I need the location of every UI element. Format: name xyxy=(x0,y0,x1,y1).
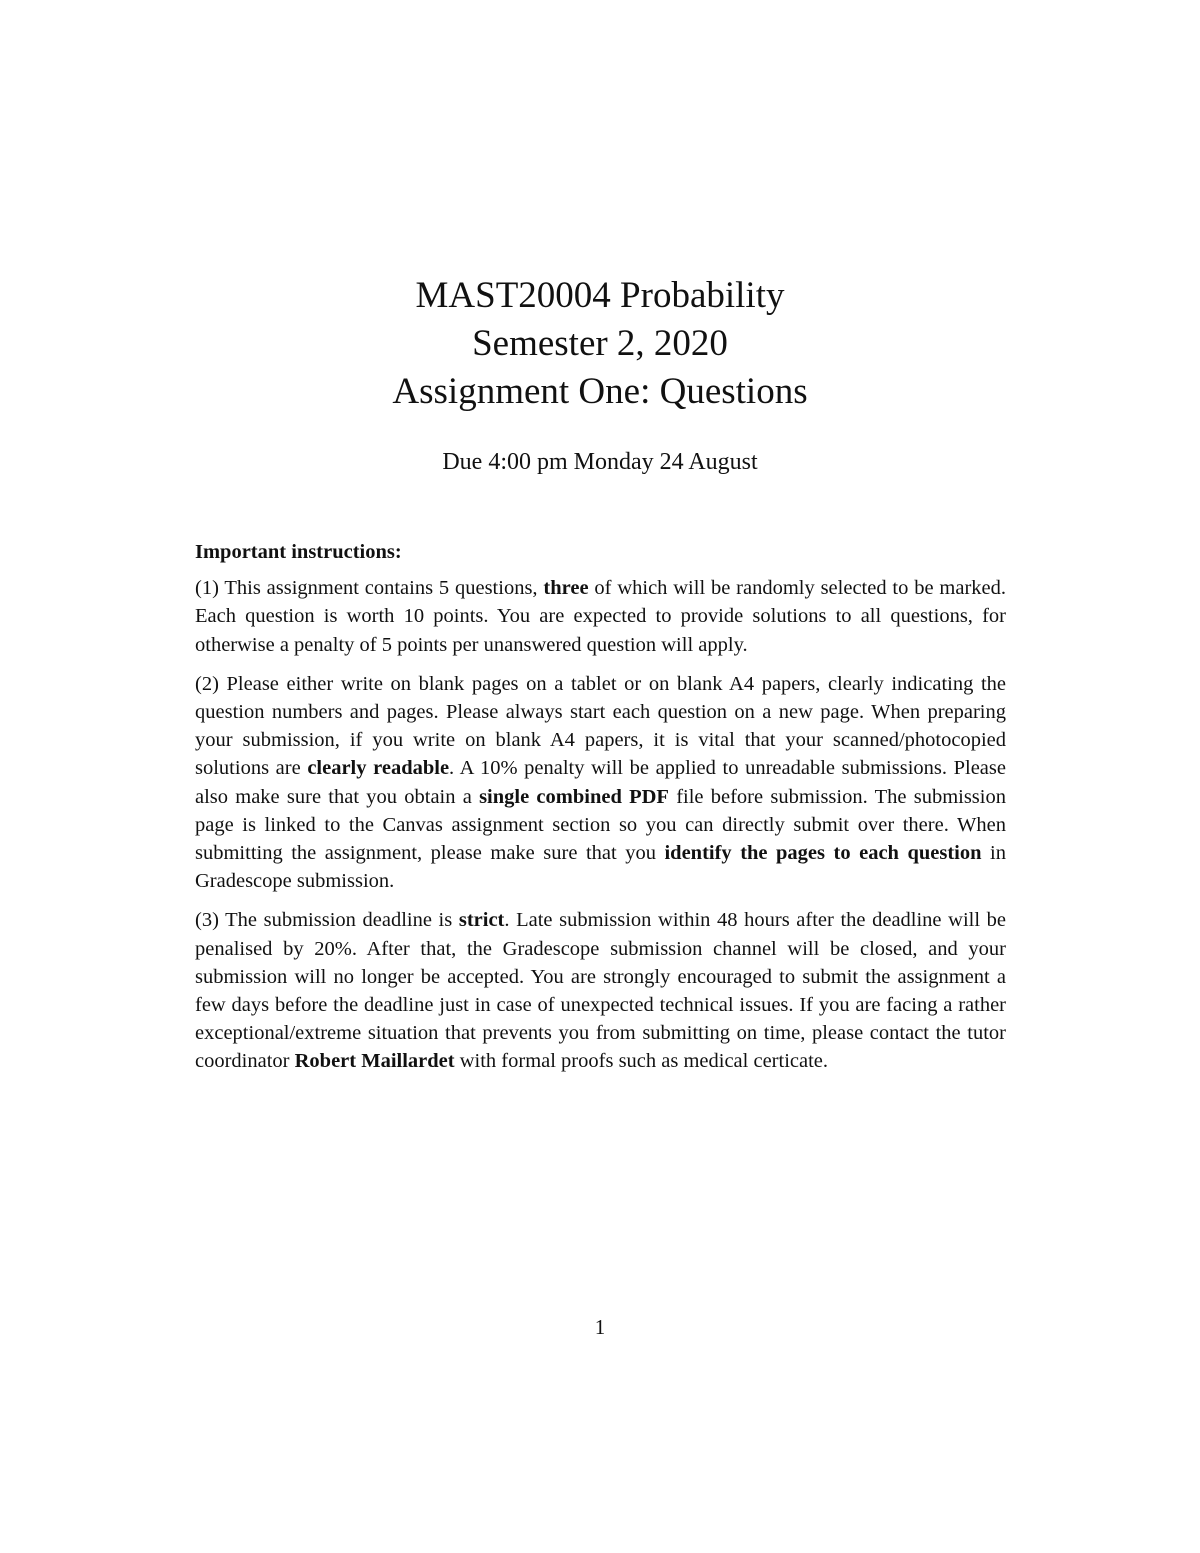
instructions-section xyxy=(195,538,1006,1087)
page-number: 1 xyxy=(594,1315,606,1339)
p1-text-2: of which will be randomly selected to be marked. Each question is worth 10 points. You are expected to provide solutions to all questions, for otherwise a penalty of 5 points per unanswered question will apply. xyxy=(195,577,1007,656)
instructions-heading: Important instructions: xyxy=(195,541,402,563)
p3-bold-strict: strict xyxy=(458,909,505,932)
title-block xyxy=(0,272,1200,416)
p2-text-1: (2) Please either write on blank pages on a tablet or on blank A4 papers, clearly indicating the question numbers and pages. Please always start each question on a new page. When preparing your submission, if you write on blank A4 papers, it is vital that your scanned/photocopied solutions are xyxy=(195,672,1006,780)
instruction-paragraph-2 xyxy=(195,670,1006,896)
instruction-paragraph-3 xyxy=(195,906,1006,1075)
course-title: MAST20004 Probability xyxy=(415,275,785,316)
semester-title: Semester 2, 2020 xyxy=(472,323,728,364)
p3-text-3: with formal proofs such as medical certicate. xyxy=(454,1050,829,1073)
p2-bold-clearly-readable: clearly readable xyxy=(307,757,450,780)
due-date: Due 4:00 pm Monday 24 August xyxy=(442,449,758,475)
instruction-paragraph-1 xyxy=(195,574,1006,659)
p2-text-4: in Gradescope submission. xyxy=(195,842,1006,893)
p2-text-2: . A 10% penalty will be applied to unreadable submissions. Please also make sure that you obtain a xyxy=(195,757,1006,808)
p1-bold-three: three xyxy=(543,577,589,600)
p1-text-1: (1) This assignment contains 5 questions, xyxy=(195,577,544,600)
p2-text-3: file before submission. The submission page is linked to the Canvas assignment section so you can directly submit over there. When submitting the assignment, please make sure that you xyxy=(195,785,1006,865)
p2-bold-single-pdf: single combined PDF xyxy=(479,785,669,808)
p3-bold-coordinator-name: Robert Maillardet xyxy=(294,1050,455,1073)
assignment-title: Assignment One: Questions xyxy=(392,371,808,412)
p3-text-1: (3) The submission deadline is xyxy=(195,909,459,932)
p3-text-2: . Late submission within 48 hours after the deadline will be penalised by 20%. After that, the Gradescope submission channel will be closed, and your submission will no longer be accepted. You are strongly encouraged to submit the assignment a few days before the deadline just in case of unexpected technical issues. If you are facing a rather exceptional/extreme situation that prevents you from submitting on time, please contact the tutor coordinator xyxy=(195,909,1006,1073)
p2-bold-identify-pages: identify the pages to each question xyxy=(664,842,982,865)
